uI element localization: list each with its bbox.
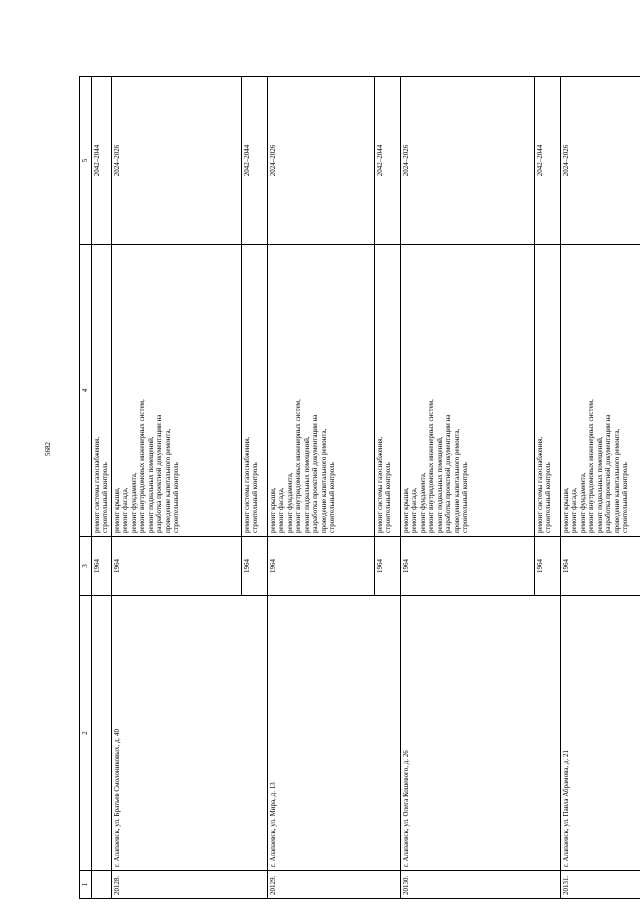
period-cell: 2024–2026 xyxy=(560,77,640,245)
work-line: ремонт подвальных помещений, xyxy=(435,436,444,533)
address-cell: г. Алапаевск, ул. Братьев Смолониковых, д. 40 xyxy=(111,596,267,871)
work-line: ремонт внутридомовых инженерных систем, xyxy=(138,399,147,533)
work-line: ремонт внутридомовых инженерных систем, xyxy=(294,399,303,533)
work-line: ремонт внутридомовых инженерных систем, xyxy=(427,399,436,533)
repair-schedule-table xyxy=(79,76,640,899)
work-line: ремонт системы газоснабжения, xyxy=(535,436,544,533)
work-line: строительный контроль xyxy=(461,462,470,533)
work-line: разработка проектной документации на xyxy=(311,414,320,533)
work-line: строительный контроль xyxy=(384,462,393,533)
work-line: ремонт подвальных помещений, xyxy=(595,436,604,533)
table-row xyxy=(560,77,640,899)
work-line: ремонт подвальных помещений, xyxy=(302,436,311,533)
gas-period-cell: 2042–2044 xyxy=(534,77,560,245)
gas-work-cell xyxy=(374,245,400,537)
row-number-cell: 20130. xyxy=(400,871,560,899)
work-line: проведение капитального ремонта, xyxy=(452,428,461,533)
work-line: ремонт системы газоснабжения, xyxy=(92,436,101,533)
gas-work-cell xyxy=(534,245,560,537)
table-row xyxy=(400,77,534,899)
header-row xyxy=(80,77,92,899)
year-cell: 1964 xyxy=(560,537,640,596)
header-cell-4: 4 xyxy=(80,245,92,537)
year-cell: 1964 xyxy=(400,537,534,596)
rotated-table-frame xyxy=(79,77,630,899)
gas-year-cell: 1964 xyxy=(241,537,267,596)
work-line: ремонт фундамента, xyxy=(285,472,294,533)
work-line: разработка проектной документации на xyxy=(604,414,613,533)
work-line: ремонт фундамента, xyxy=(418,472,427,533)
work-line: проведение капитального ремонта, xyxy=(319,428,328,533)
work-line: проведение капитального ремонта, xyxy=(163,428,172,533)
work-line: проведение капитального ремонта, xyxy=(612,428,621,533)
carry-address-cell xyxy=(91,596,111,871)
work-list-cell xyxy=(267,245,374,537)
address-cell: г. Алапаевск, ул. Мира, д. 13 xyxy=(267,596,400,871)
work-line: строительный контроль xyxy=(172,462,181,533)
work-line: ремонт фасада, xyxy=(121,487,130,533)
work-line: ремонт подвальных помещений, xyxy=(146,436,155,533)
work-list-cell xyxy=(400,245,534,537)
work-line: ремонт крыши, xyxy=(401,487,410,533)
year-cell: 1964 xyxy=(267,537,374,596)
work-line: ремонт системы газоснабжения, xyxy=(242,436,251,533)
page-number: 5682 xyxy=(44,442,52,456)
work-list-cell xyxy=(560,245,640,537)
work-line: ремонт внутридомовых инженерных систем, xyxy=(587,399,596,533)
row-number-cell: 20129. xyxy=(267,871,400,899)
work-line: ремонт фасада, xyxy=(410,487,419,533)
gas-period-cell: 2042–2044 xyxy=(241,77,267,245)
work-list-cell xyxy=(111,245,241,537)
work-line: ремонт фундамента, xyxy=(578,472,587,533)
period-cell: 2024–2026 xyxy=(400,77,534,245)
work-line: ремонт фундамента, xyxy=(129,472,138,533)
header-cell-1: 1 xyxy=(80,871,92,899)
carry-work-cell xyxy=(91,245,111,537)
carry-num-cell xyxy=(91,871,111,899)
carry-period-cell: 2042–2044 xyxy=(91,77,111,245)
table-row xyxy=(111,77,241,899)
work-line: строительный контроль xyxy=(251,462,260,533)
gas-year-cell: 1964 xyxy=(534,537,560,596)
period-cell: 2024–2026 xyxy=(267,77,374,245)
address-cell: г. Алапаевск, ул. Олега Кошевого, д. 26 xyxy=(400,596,560,871)
work-line: строительный контроль xyxy=(101,462,110,533)
work-line: ремонт фасада, xyxy=(277,487,286,533)
work-line: разработка проектной документации на xyxy=(444,414,453,533)
carry-year-cell: 1964 xyxy=(91,537,111,596)
gas-work-cell xyxy=(241,245,267,537)
work-line: строительный контроль xyxy=(621,462,630,533)
work-line: строительный контроль xyxy=(328,462,337,533)
header-cell-3: 3 xyxy=(80,537,92,596)
header-cell-5: 5 xyxy=(80,77,92,245)
year-cell: 1964 xyxy=(111,537,241,596)
gas-period-cell: 2042–2044 xyxy=(374,77,400,245)
work-line: разработка проектной документации на xyxy=(155,414,164,533)
row-number-cell: 20128. xyxy=(111,871,267,899)
work-line: ремонт крыши, xyxy=(112,487,121,533)
work-line: строительный контроль xyxy=(544,462,553,533)
work-line: ремонт системы газоснабжения, xyxy=(375,436,384,533)
row-number-cell: 20131. xyxy=(560,871,640,899)
table-row xyxy=(267,77,374,899)
work-line: ремонт фасада, xyxy=(570,487,579,533)
header-cell-2: 2 xyxy=(80,596,92,871)
address-cell: г. Алапаевск, ул. Павла Абрамова, д. 21 xyxy=(560,596,640,871)
work-line: ремонт крыши, xyxy=(268,487,277,533)
gas-year-cell: 1964 xyxy=(374,537,400,596)
work-line: ремонт крыши, xyxy=(561,487,570,533)
carry-over-row xyxy=(91,77,111,899)
period-cell: 2024–2026 xyxy=(111,77,241,245)
